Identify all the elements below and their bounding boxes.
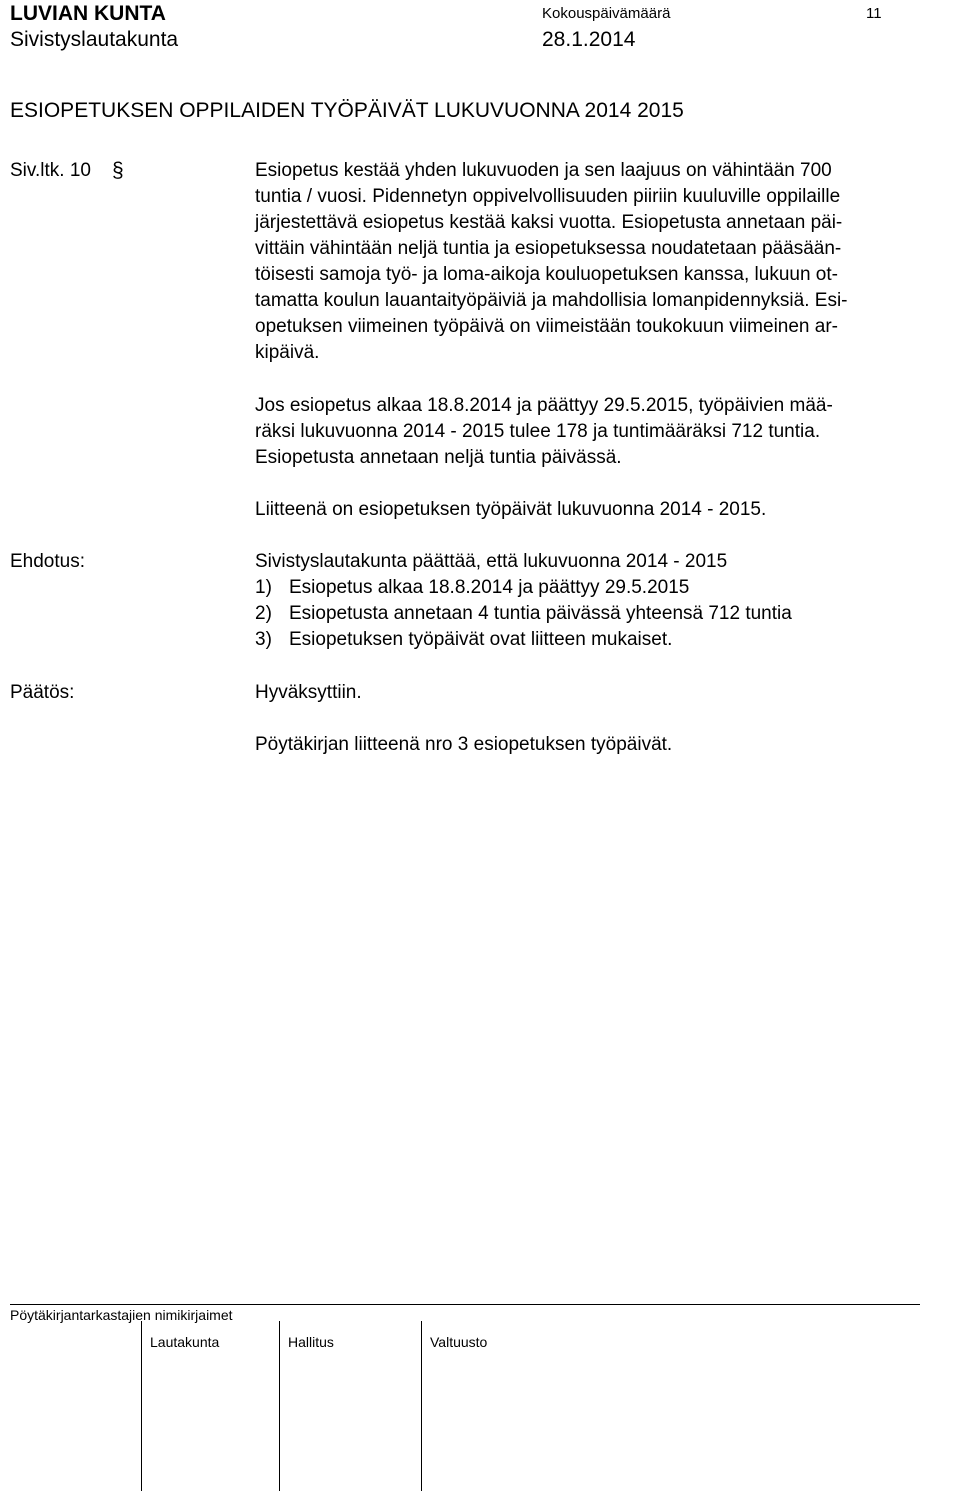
text-line: töisesti samoja työ- ja loma-aikoja kouluopetuksen kanssa, lukuun ot- [255,264,838,285]
proposal-item-number: 1) [255,577,272,598]
text-line: Esiopetusta annetaan neljä tuntia päivässä. [255,447,622,468]
paragraph-attachment [255,497,955,523]
page-number: 11 [866,5,882,22]
section-reference: Siv.ltk. 10 [10,160,91,181]
footer-box-valtuusto [421,1321,555,1491]
text-line: räksi lukuvuonna 2014 - 2015 tulee 178 ja tuntimääräksi 712 tuntia. [255,421,821,442]
proposal-block [255,549,955,653]
text-line: Liitteenä on esiopetuksen työpäivät lukuvuonna 2014 - 2015. [255,499,767,520]
text-line: Jos esiopetus alkaa 18.8.2014 ja päättyy 29.5.2015, työpäivien mää- [255,395,833,416]
decision-text-block [255,680,955,706]
meeting-date: 28.1.2014 [542,28,636,51]
document-title: ESIOPETUKSEN OPPILAIDEN TYÖPÄIVÄT LUKUVUONNA 2014 2015 [10,99,684,122]
footer-box-hallitus [279,1321,413,1491]
proposal-item [255,627,955,653]
proposal-item-text: Esiopetus alkaa 18.8.2014 ja päättyy 29.5.2015 [289,577,690,598]
footer-box-label: Lautakunta [150,1334,220,1350]
text-line: tuntia / vuosi. Pidennetyn oppivelvollisuuden piiriin kuuluville oppilaille [255,186,841,207]
text-line: kipäivä. [255,342,320,363]
proposal-item [255,601,955,627]
proposal-item-number: 2) [255,603,272,624]
organization-name: LUVIAN KUNTA [10,2,166,25]
proposal-item-text: Esiopetusta annetaan 4 tuntia päivässä yhteensä 712 tuntia [289,603,792,624]
proposal-item-number: 3) [255,629,272,650]
paragraph-schedule [255,393,955,471]
proposal-item [255,575,955,601]
attachment-note: Pöytäkirjan liitteenä nro 3 esiopetuksen työpäivät. [255,734,673,755]
meeting-date-label: Kokouspäivämäärä [542,5,671,22]
footer-box-lautakunta [141,1321,275,1491]
text-line: vittäin vähintään neljä tuntia ja esiopetuksessa noudatetaan pääsään- [255,238,842,259]
footer-box-label: Valtuusto [430,1334,488,1350]
footer-box-label: Hallitus [288,1334,334,1350]
attachment-note-block [255,732,955,758]
proposal-item-text: Esiopetuksen työpäivät ovat liitteen mukaiset. [289,629,673,650]
text-line: Esiopetus kestää yhden lukuvuoden ja sen laajuus on vähintään 700 [255,160,832,181]
proposal-label: Ehdotus: [10,551,85,572]
paragraph-description [255,158,955,366]
footer-divider [10,1304,920,1305]
text-line: tamatta koulun lauantaityöpäiviä ja mahdollisia lomanpidennyksiä. Esi- [255,290,848,311]
decision-label: Päätös: [10,682,75,703]
decision-text: Hyväksyttiin. [255,682,362,703]
committee-name: Sivistyslautakunta [10,28,179,51]
footer-title: Pöytäkirjantarkastajien nimikirjaimet [10,1307,233,1323]
text-line: opetuksen viimeinen työpäivä on viimeistään toukokuun viimeinen ar- [255,316,838,337]
proposal-intro: Sivistyslautakunta päättää, että lukuvuonna 2014 - 2015 [255,551,728,572]
section-sign: § [112,159,124,182]
text-line: järjestettävä esiopetus kestää kaksi vuotta. Esiopetusta annetaan päi- [255,212,843,233]
